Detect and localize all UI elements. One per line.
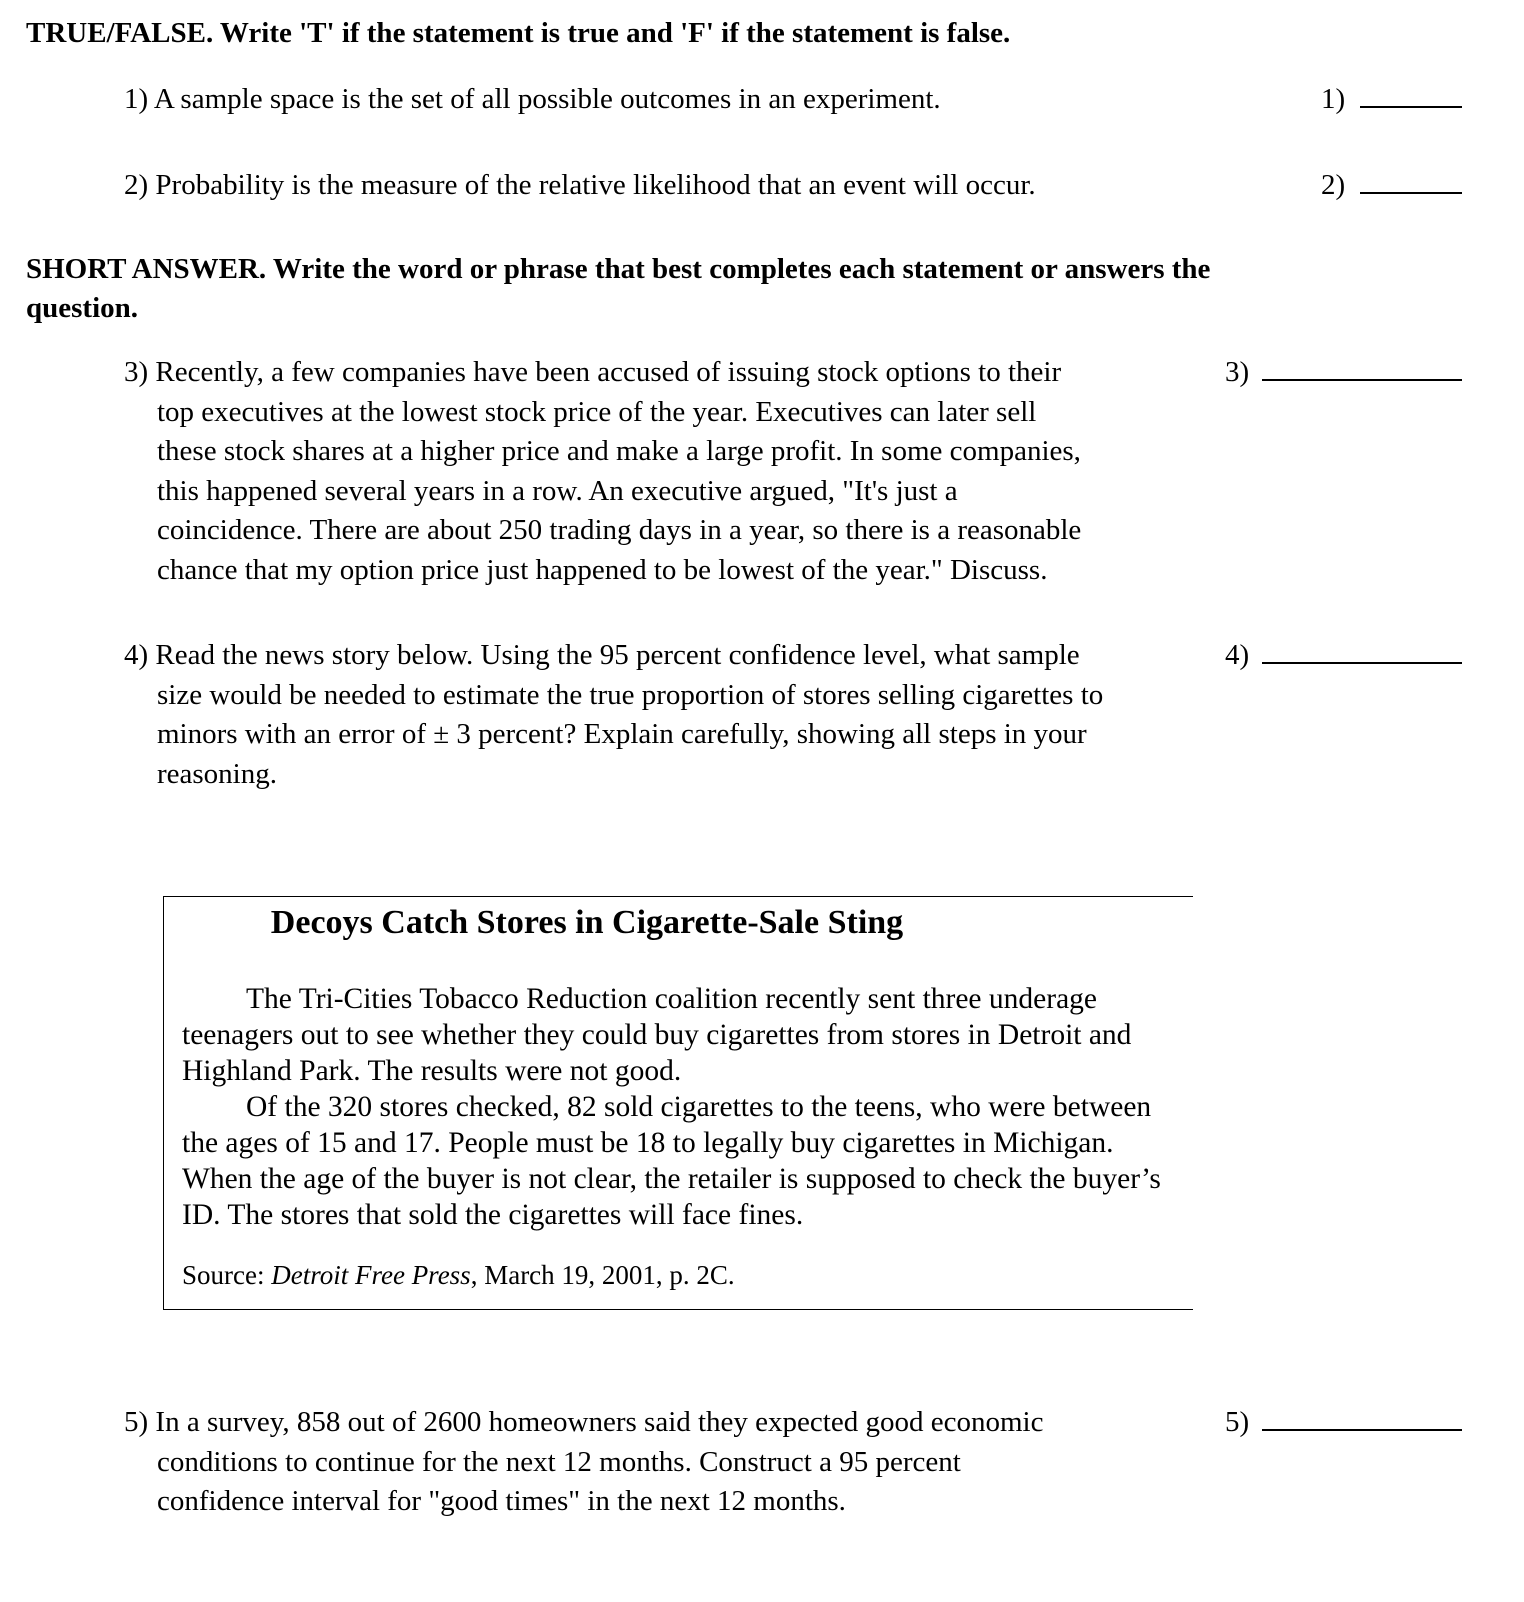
question-number: 3) xyxy=(124,356,149,388)
answer-blank-4[interactable] xyxy=(1225,636,1462,675)
question-number: 5) xyxy=(124,1406,149,1438)
answer-label: 3) xyxy=(1225,356,1250,388)
true-false-heading: TRUE/FALSE. Write 'T' if the statement is true and 'F' if the statement is false. xyxy=(26,17,1011,49)
news-paragraph: Of the 320 stores checked, 82 sold cigarettes to the teens, who were between the ages of 15 and 17. People must be 18 to legally buy cigarettes in Michigan. When the age of the buyer is not clear, the retailer is supposed to check the buyer’s ID. The stores that sold the cigarettes will face fines. xyxy=(182,1091,1161,1231)
news-paragraph: The Tri-Cities Tobacco Reduction coalition recently sent three underage teenagers out to see whether they could buy cigarettes from stores in Detroit and Highland Park. The results were not good. xyxy=(182,983,1132,1087)
answer-blank-2[interactable] xyxy=(1321,166,1462,205)
question-text: Probability is the measure of the relative likelihood that an event will occur. xyxy=(155,169,1036,201)
question-number: 4) xyxy=(124,639,149,671)
news-source: Source: Detroit Free Press, March 19, 2001, p. 2C. xyxy=(182,1260,735,1290)
question-text: A sample space is the set of all possible outcomes in an experiment. xyxy=(153,83,941,115)
question-number: 2) xyxy=(124,169,149,201)
answer-line[interactable] xyxy=(1360,168,1462,194)
answer-blank-3[interactable] xyxy=(1225,353,1462,392)
news-source-publication: Detroit Free Press xyxy=(271,1260,471,1290)
answer-label: 5) xyxy=(1225,1406,1250,1438)
question-2 xyxy=(124,166,1204,206)
answer-line[interactable] xyxy=(1262,355,1462,381)
question-5: 5) In a survey, 858 out of 2600 homeowners said they expected good economic conditions to continue for the next 12 months. Construct a 95 percent confidence interval for "good times" in the next 12 months. xyxy=(124,1406,1044,1517)
news-story-box xyxy=(163,896,1193,1310)
news-title: Decoys Catch Stores in Cigarette-Sale Sting xyxy=(270,904,904,941)
short-answer-heading: SHORT ANSWER. Write the word or phrase that best completes each statement or answers the question. xyxy=(26,253,1211,324)
question-number: 1) xyxy=(124,83,149,115)
news-body xyxy=(182,981,1172,1233)
question-4: 4) Read the news story below. Using the 95 percent confidence level, what sample size would be needed to estimate the true proportion of stores selling cigarettes to minors with an error of ± 3 percent? Explain carefully, showing all steps in your reasoning. xyxy=(124,639,1104,790)
answer-line[interactable] xyxy=(1360,82,1462,108)
answer-line[interactable] xyxy=(1262,1405,1462,1431)
answer-line[interactable] xyxy=(1262,638,1462,664)
answer-blank-1[interactable] xyxy=(1321,80,1462,119)
question-1 xyxy=(124,80,1204,120)
answer-blank-5[interactable] xyxy=(1225,1403,1462,1442)
answer-label: 2) xyxy=(1321,169,1346,201)
answer-label: 4) xyxy=(1225,639,1250,671)
answer-label: 1) xyxy=(1321,83,1346,115)
question-3: 3) Recently, a few companies have been accused of issuing stock options to their top executives at the lowest stock price of the year. Executives can later sell these stock shares at a higher price and make a large profit. In some companies, this happened several years in a row. An executive argued, "It's just a coincidence. There are about 250 trading days in a year, so there is a reasonable chance that my option price just happened to be lowest of the year." Discuss. xyxy=(124,356,1082,586)
